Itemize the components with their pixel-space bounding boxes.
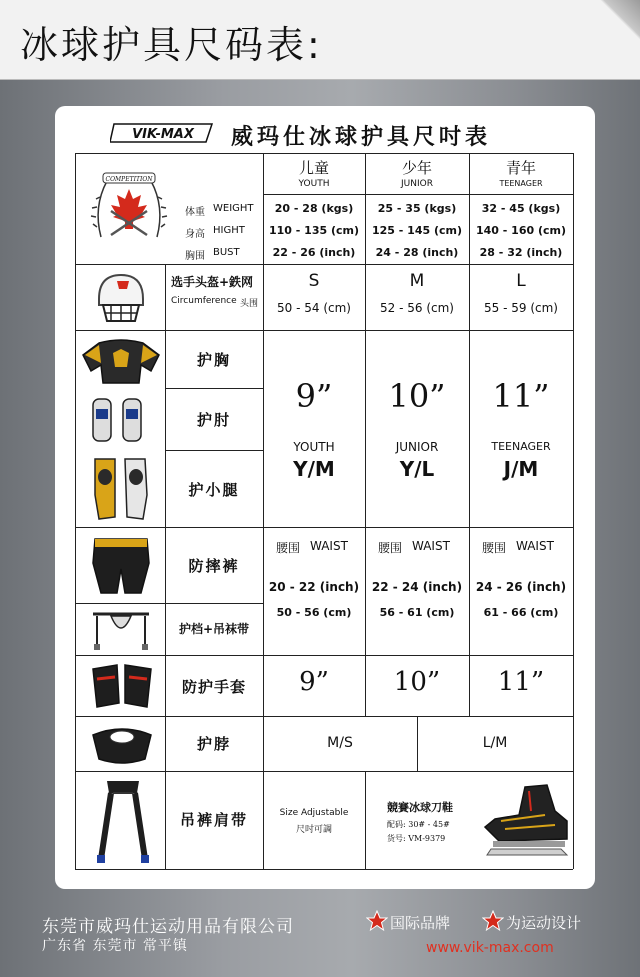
label-height-en: HIGHT bbox=[213, 225, 245, 236]
pants-cm-junior: 56 - 61 (cm) bbox=[379, 606, 455, 619]
skate-title: 競賽冰球刀鞋 bbox=[387, 801, 453, 814]
pads-code-junior: Y/L bbox=[399, 457, 435, 481]
junior-bust: 24 - 28 (inch) bbox=[375, 246, 459, 259]
label-height-cn: 身高 bbox=[185, 229, 205, 240]
footer-slogan-design: 为运动设计 bbox=[506, 914, 582, 932]
helmet-value-m: 52 - 56 (cm) bbox=[380, 301, 454, 315]
suspenders-image bbox=[93, 775, 153, 865]
helmet-size-s: S bbox=[308, 271, 320, 291]
footer-company: 东莞市威玛仕运动用品有限公司 bbox=[42, 917, 294, 937]
jock-garter-image bbox=[89, 608, 153, 652]
suspender-size-cn: 尺吋可調 bbox=[295, 825, 332, 835]
junior-height: 125 - 145 (cm) bbox=[371, 224, 462, 237]
helmet-image bbox=[93, 269, 149, 325]
teen-bust: 28 - 32 (inch) bbox=[479, 246, 563, 259]
helmet-value-s: 50 - 54 (cm) bbox=[277, 301, 351, 315]
neck-size-lm: L/M bbox=[482, 735, 508, 751]
brand-logo bbox=[110, 122, 216, 144]
footer-slogan-brand: 国际品牌 bbox=[390, 914, 451, 932]
elbow-pad-image bbox=[89, 395, 149, 445]
size-table bbox=[75, 153, 573, 869]
label-bust-cn: 胸围 bbox=[185, 251, 205, 262]
helmet-label-cn: 选手头盔+鉄网 bbox=[171, 275, 254, 289]
star-icon bbox=[366, 910, 388, 932]
waist-label-en-youth: WAIST bbox=[310, 539, 348, 553]
neck-guard-image bbox=[87, 721, 157, 767]
waist-label-cn-teen: 腰围 bbox=[482, 541, 507, 555]
label-weight-cn: 体重 bbox=[185, 207, 205, 218]
pants-cm-youth: 50 - 56 (cm) bbox=[276, 606, 352, 619]
col-youth-en: YOUTH bbox=[298, 179, 330, 189]
label-pants: 防摔裤 bbox=[188, 557, 240, 575]
youth-bust: 22 - 26 (inch) bbox=[272, 246, 356, 259]
pants-cm-teen: 61 - 66 (cm) bbox=[483, 606, 559, 619]
pads-code-teen: J/M bbox=[503, 457, 539, 481]
pants-inch-junior: 22 - 24 (inch) bbox=[371, 580, 463, 594]
page-curl-decoration bbox=[600, 0, 640, 40]
label-bust-en: BUST bbox=[213, 247, 240, 258]
header-bar bbox=[0, 0, 640, 80]
pants-inch-teen: 24 - 26 (inch) bbox=[475, 580, 567, 594]
label-jock-garter: 护档+吊袜带 bbox=[178, 622, 250, 636]
emblem-text: COMPETITION bbox=[105, 176, 153, 183]
col-teenager-cn: 青年 bbox=[505, 159, 536, 177]
label-elbow-guard: 护肘 bbox=[196, 411, 231, 429]
pads-name-teen: TEENAGER bbox=[491, 440, 551, 453]
helmet-size-m: M bbox=[409, 271, 425, 291]
waist-label-cn-junior: 腰围 bbox=[378, 541, 403, 555]
skate-model: 货号: VM-9379 bbox=[387, 834, 446, 843]
youth-height: 110 - 135 (cm) bbox=[268, 224, 359, 237]
gloves-junior: 10” bbox=[393, 667, 441, 697]
size-chart-card bbox=[55, 106, 595, 889]
helmet-label-en-cn: 头围 bbox=[240, 299, 259, 309]
pads-name-youth: YOUTH bbox=[293, 440, 335, 454]
shin-guard-image bbox=[89, 455, 153, 523]
pads-code-youth: Y/M bbox=[293, 457, 335, 481]
gloves-image bbox=[89, 659, 155, 713]
gloves-teen: 11” bbox=[497, 667, 545, 697]
col-junior-en: JUNIOR bbox=[401, 179, 433, 189]
chart-title: 威玛仕冰球护具尺吋表 bbox=[231, 124, 492, 150]
suspender-size-en: Size Adjustable bbox=[279, 808, 349, 818]
page-title: 冰球护具尺码表: bbox=[20, 23, 323, 67]
skate-image bbox=[475, 781, 571, 865]
teen-weight: 32 - 45 (kgs) bbox=[481, 202, 561, 215]
pads-inch-junior: 10” bbox=[388, 377, 446, 415]
gloves-youth: 9” bbox=[299, 667, 329, 697]
helmet-label-en: Circumference bbox=[171, 296, 237, 306]
label-suspenders: 吊裤肩带 bbox=[179, 811, 248, 829]
maple-leaf-emblem bbox=[89, 167, 169, 247]
pants-inch-youth: 20 - 22 (inch) bbox=[268, 580, 360, 594]
pads-name-junior: JUNIOR bbox=[395, 440, 439, 454]
brand-logo-text: VIK-MAX bbox=[132, 127, 194, 142]
footer-website-link[interactable]: www.vik-max.com bbox=[426, 940, 554, 956]
junior-weight: 25 - 35 (kgs) bbox=[377, 202, 457, 215]
label-shin-guard: 护小腿 bbox=[188, 481, 240, 499]
star-icon bbox=[482, 910, 504, 932]
waist-label-en-junior: WAIST bbox=[412, 539, 450, 553]
col-junior-cn: 少年 bbox=[401, 159, 432, 177]
teen-height: 140 - 160 (cm) bbox=[475, 224, 566, 237]
pads-inch-youth: 9” bbox=[295, 377, 333, 415]
hockey-pants-image bbox=[89, 533, 153, 599]
waist-label-cn-youth: 腰围 bbox=[276, 541, 301, 555]
col-youth-cn: 儿童 bbox=[298, 159, 329, 177]
helmet-value-l: 55 - 59 (cm) bbox=[484, 301, 558, 315]
label-neck-guard: 护脖 bbox=[196, 735, 231, 753]
skate-size-range: 配码: 30# - 45# bbox=[387, 820, 450, 829]
helmet-size-l: L bbox=[516, 271, 526, 291]
youth-weight: 20 - 28 (kgs) bbox=[274, 202, 354, 215]
label-gloves: 防护手套 bbox=[181, 678, 246, 696]
col-teenager-en: TEENAGER bbox=[499, 179, 543, 188]
chest-protector-image bbox=[79, 337, 163, 385]
pads-inch-teen: 11” bbox=[492, 377, 550, 415]
footer-address: 广东省 东莞市 常平镇 bbox=[42, 938, 188, 954]
neck-size-ms: M/S bbox=[327, 735, 353, 751]
label-chest-guard: 护胸 bbox=[196, 351, 231, 369]
label-weight-en: WEIGHT bbox=[213, 203, 254, 214]
waist-label-en-teen: WAIST bbox=[516, 539, 554, 553]
